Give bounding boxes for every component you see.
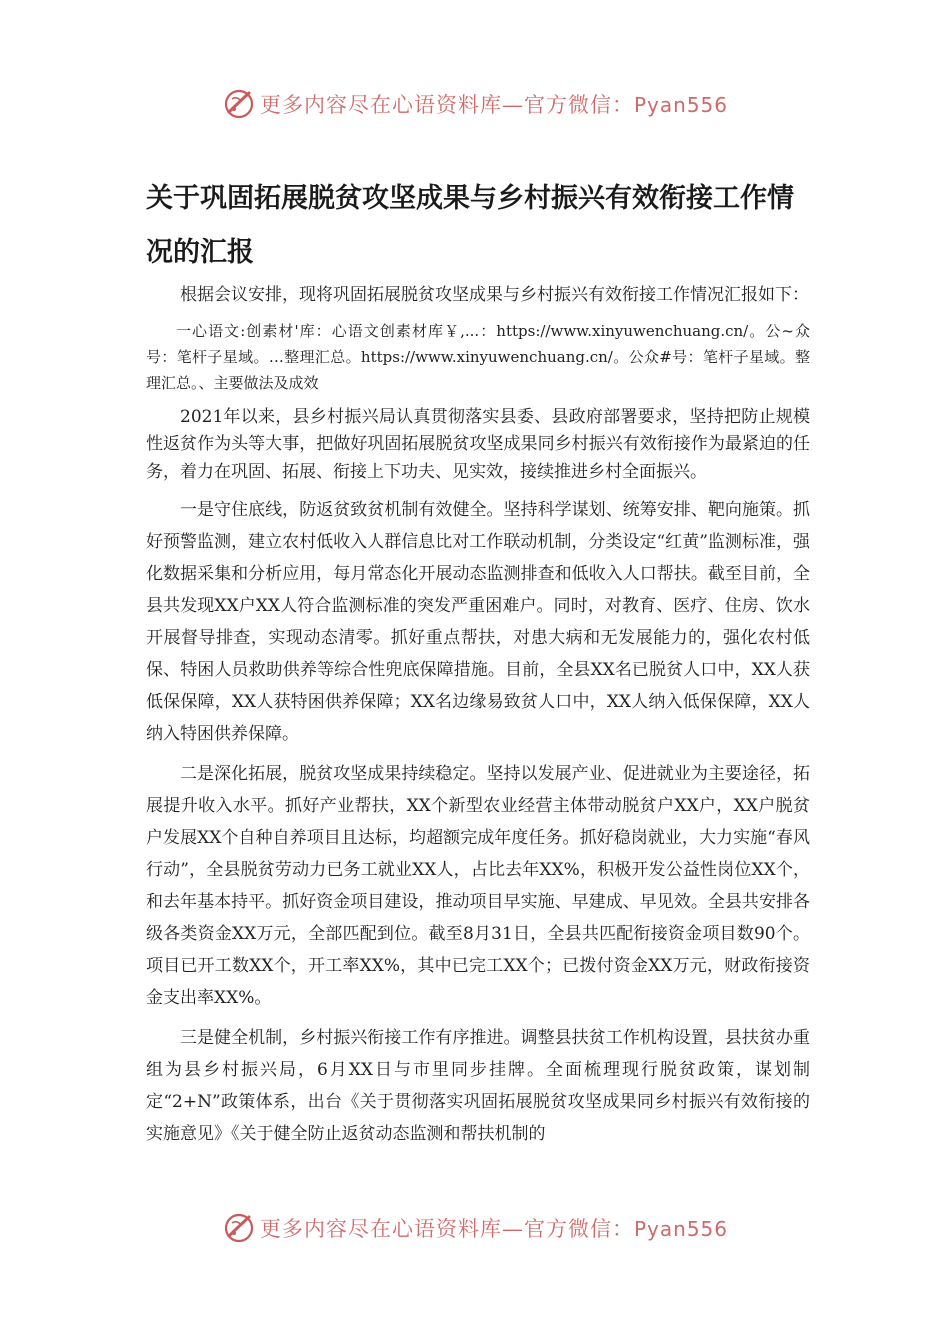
section-two-paragraph: 二是深化拓展，脱贫攻坚成果持续稳定。坚持以发展产业、促进就业为主要途径，拓展提升收入水平。抓好产业帮扶，XX个新型农业经营主体带动脱贫户XX户，XX户脱贫户发展XX个自种自养项目且达标，均超额完成年度任务。抓好稳岗就业，大力实施“春风行动”，全县脱贫劳动力已务工就业XX人，占比去年XX%，积极开发公益性岗位XX个，和去年基本持平。抓好资金项目建设，推动项目早实施、早建成、早见效。全县共安排各级各类资金XX万元，全部匹配到位。截至8月31日，全县共匹配衔接资金项目数90个。项目已开工数XX个，开工率XX%，其中已完工XX个；已拨付资金XX万元，财政衔接资金支出率XX%。 [146,764,810,1008]
footer-watermark-banner [0,1208,950,1248]
banner-wechat-id: Pyan556 [633,93,728,117]
pen-logo-icon [222,87,256,121]
banner-wechat-id: Pyan556 [633,1217,728,1241]
overview-paragraph: 2021年以来，县乡村振兴局认真贯彻落实县委、县政府部署要求，坚持把防止规模性返贫作为头等大事，把做好巩固拓展脱贫攻坚成果同乡村振兴有效衔接作为最紧迫的任务，着力在巩固、拓展、衔接上下功夫、见实效，接续推进乡村全面振兴。 [146,406,810,482]
section-one-paragraph: 一是守住底线，防返贫致贫机制有效健全。坚持科学谋划、统筹安排、靶向施策。抓好预警监测，建立农村低收入人群信息比对工作联动机制，分类设定“红黄”监测标准，强化数据采集和分析应用，每月常态化开展动态监测排查和低收入人口帮扶。截至目前，全县共发现XX户XX人符合监测标准的突发严重困难户。同时，对教育、医疗、住房、饮水开展督导排查，实现动态清零。抓好重点帮扶，对患大病和无发展能力的，强化农村低保、特困人员救助供养等综合性兜底保障措施。目前，全县XX名已脱贫人口中，XX人获低保保障，XX人获特困供养保障；XX名边缘易致贫人口中，XX人纳入低保保障，XX人纳入特困供养保障。 [146,500,810,744]
document-title: 关于巩固拓展脱贫攻坚成果与乡村振兴有效衔接工作情况的汇报 [146,183,794,268]
intro-paragraph: 根据会议安排，现将巩固拓展脱贫攻坚成果与乡村振兴有效衔接工作情况汇报如下： [180,285,809,305]
watermark-paragraph: 一心语文:创素材'库：心语文创素材库￥,...：https://www.xinyuwenchuang.cn/。公~众号：笔杆子星域。…整理汇总。https://www.xinyuwenchuang.cn/。公众#号：笔杆子星域。整理汇总。、主要做法及成效 [146,321,810,392]
header-watermark-banner [0,84,950,124]
pen-logo-icon [222,1211,256,1245]
document-body [146,282,810,1158]
banner-text: 更多内容尽在心语资料库—官方微信：Pyan556 [259,93,728,117]
banner-text: 更多内容尽在心语资料库—官方微信：Pyan556 [259,1217,728,1241]
section-three-paragraph: 三是健全机制，乡村振兴衔接工作有序推进。调整县扶贫工作机构设置，县扶贫办重组为县乡村振兴局，6月XX日与市里同步挂牌。全面梳理现行脱贫政策，谋划制定“2+N”政策体系，出台《关于贯彻落实巩固拓展脱贫攻坚成果同乡村振兴有效衔接的实施意见》《关于健全防止返贫动态监测和帮扶机制的 [146,1028,810,1144]
